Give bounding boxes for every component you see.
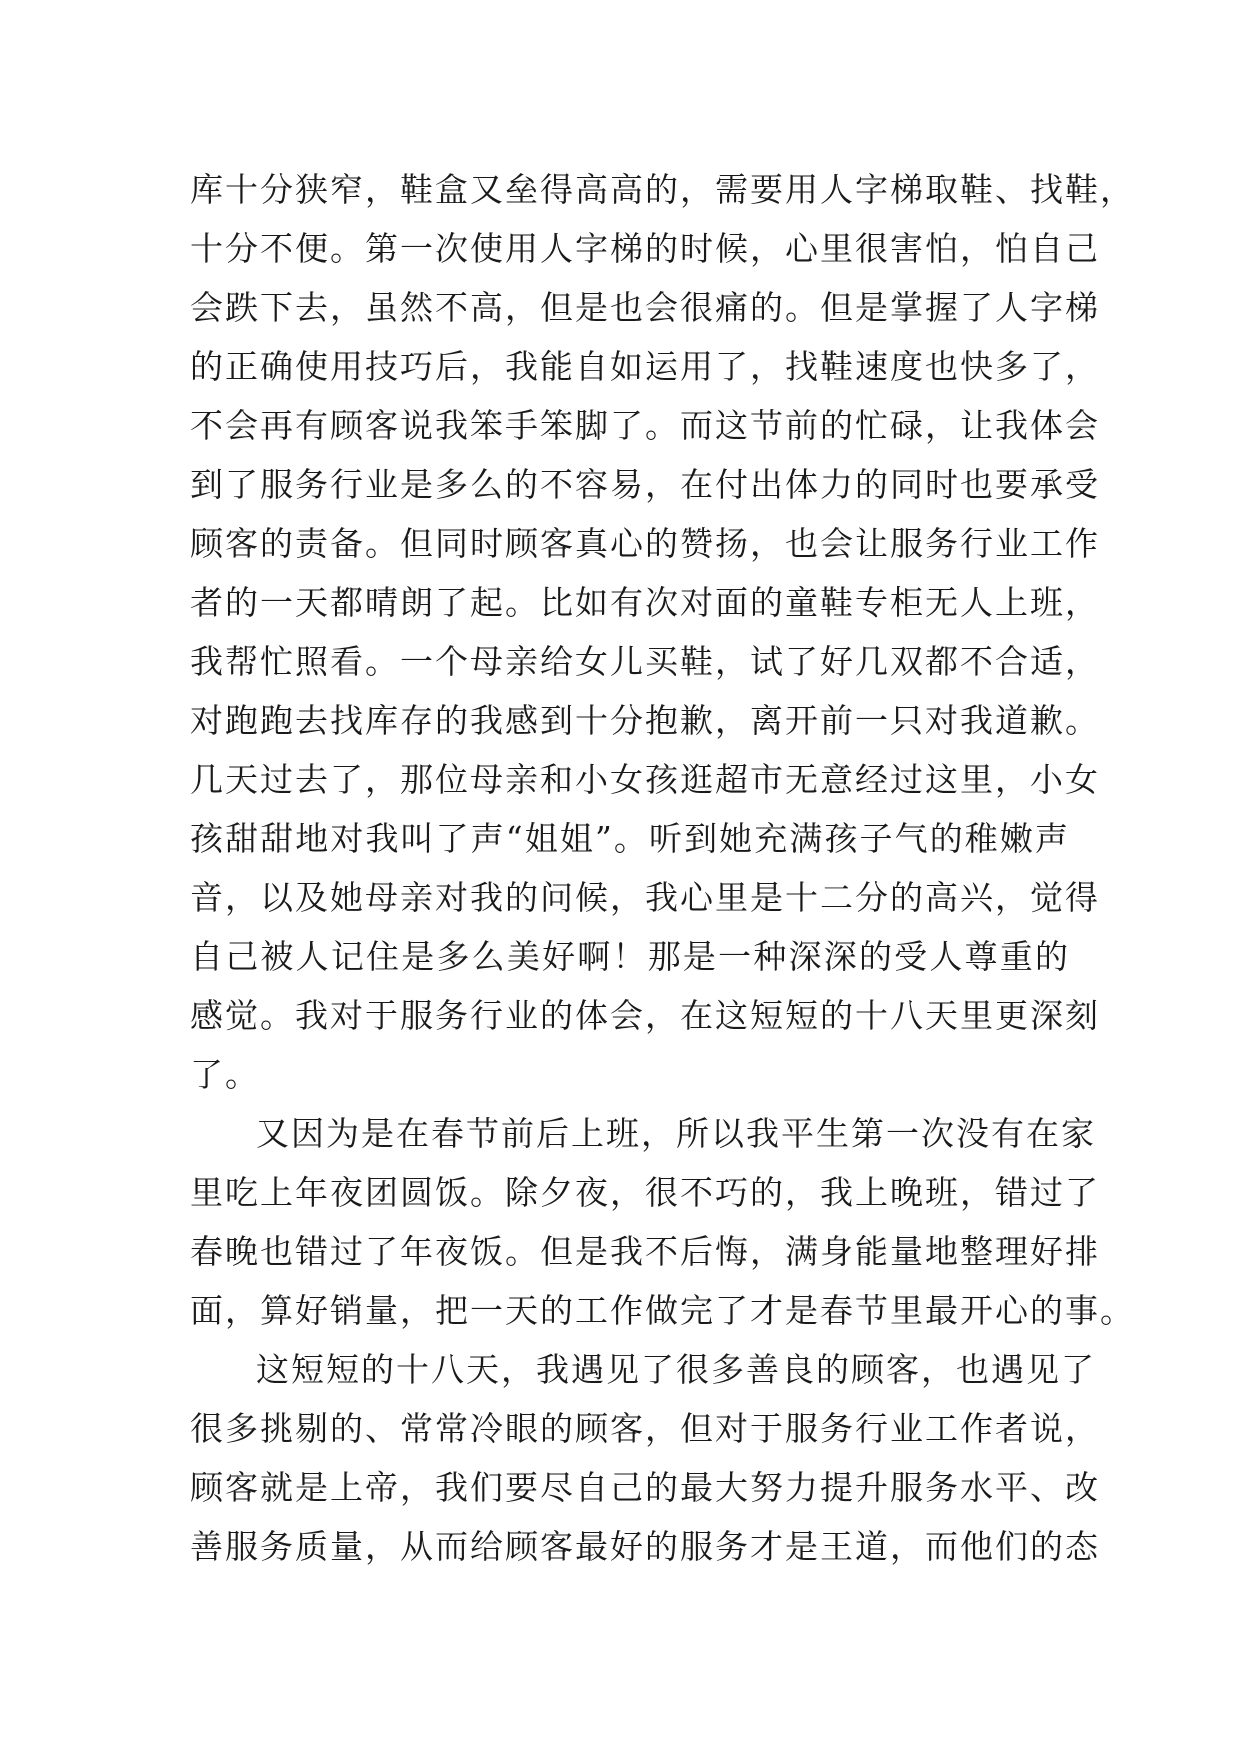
- body-text: [190, 160, 1135, 1576]
- text-line: 不会再有顾客说我笨手笨脚了。而这节前的忙碌，让我体会: [190, 406, 1100, 445]
- text-line: 孩甜甜地对我叫了声“姐姐”。听到她充满孩子气的稚嫩声: [190, 819, 1070, 858]
- text-line: 里吃上年夜团圆饭。除夕夜，很不巧的，我上晚班，错过了: [190, 1173, 1100, 1212]
- text-line: 顾客就是上帝，我们要尽自己的最大努力提升服务水平、改: [190, 1468, 1100, 1507]
- paragraph-end-line: 了。: [190, 1055, 260, 1094]
- text-line: 我帮忙照看。一个母亲给女儿买鞋，试了好几双都不合适，: [190, 642, 1100, 681]
- text-line: 自己被人记住是多么美好啊！那是一种深深的受人尊重的: [190, 937, 1070, 976]
- paragraph-start-line: 又因为是在春节前后上班，所以我平生第一次没有在家: [256, 1114, 1096, 1153]
- text-line: 十分不便。第一次使用人字梯的时候，心里很害怕，怕自己: [190, 229, 1100, 268]
- text-line: 库十分狭窄，鞋盒又垒得高高的，需要用人字梯取鞋、找鞋，: [190, 170, 1135, 209]
- text-line: 善服务质量，从而给顾客最好的服务才是王道，而他们的态: [190, 1527, 1100, 1566]
- text-line: 到了服务行业是多么的不容易，在付出体力的同时也要承受: [190, 465, 1100, 504]
- text-line: 很多挑剔的、常常冷眼的顾客，但对于服务行业工作者说，: [190, 1409, 1100, 1448]
- paragraph-start-line: 这短短的十八天，我遇见了很多善良的顾客，也遇见了: [256, 1350, 1096, 1389]
- text-line: 者的一天都晴朗了起。比如有次对面的童鞋专柜无人上班，: [190, 583, 1100, 622]
- text-line: 音，以及她母亲对我的问候，我心里是十二分的高兴，觉得: [190, 878, 1100, 917]
- text-line: 会跌下去，虽然不高，但是也会很痛的。但是掌握了人字梯: [190, 288, 1100, 327]
- text-line: 的正确使用技巧后，我能自如运用了，找鞋速度也快多了，: [190, 347, 1100, 386]
- text-line: 春晚也错过了年夜饭。但是我不后悔，满身能量地整理好排: [190, 1232, 1100, 1271]
- text-line: 几天过去了，那位母亲和小女孩逛超市无意经过这里，小女: [190, 760, 1100, 799]
- text-line: 面，算好销量，把一天的工作做完了才是春节里最开心的事。: [190, 1291, 1135, 1330]
- text-line: 感觉。我对于服务行业的体会，在这短短的十八天里更深刻: [190, 996, 1100, 1035]
- text-line: 对跑跑去找库存的我感到十分抱歉，离开前一只对我道歉。: [190, 701, 1100, 740]
- text-line: 顾客的责备。但同时顾客真心的赞扬，也会让服务行业工作: [190, 524, 1100, 563]
